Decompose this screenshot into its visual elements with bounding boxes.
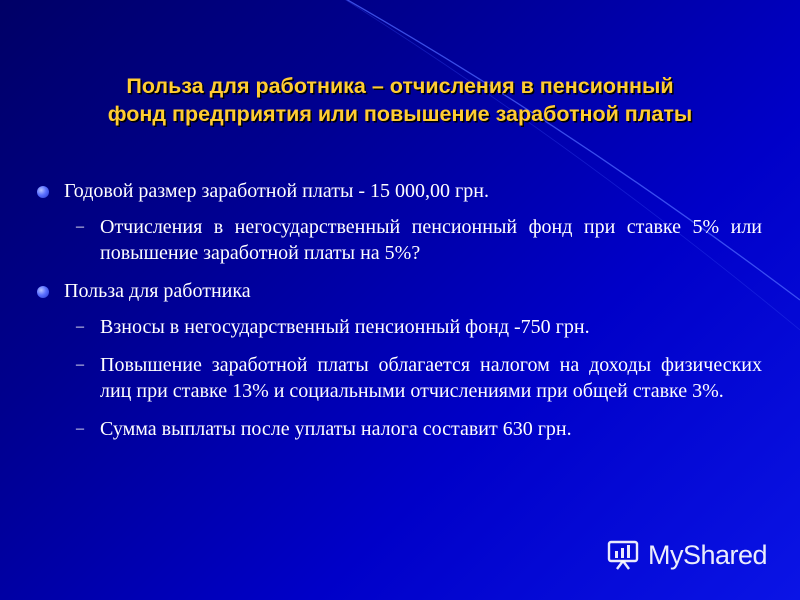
item-text: Польза для работника	[64, 280, 251, 302]
list-subitem	[36, 352, 762, 404]
item-text: Годовой размер заработной платы - 15 000,00 грн.	[64, 180, 489, 202]
watermark-logo	[606, 538, 767, 572]
title-line-2: фонд предприятия или повышение заработной платы	[107, 102, 693, 126]
list-subitem	[36, 314, 762, 340]
dash-icon: –	[76, 318, 84, 335]
dash-icon: –	[76, 218, 84, 235]
bullet-list	[36, 178, 762, 454]
item-text: Отчисления в негосударственный пенсионный фонд при ставке 5% или повышение заработной платы на 5%?	[100, 216, 762, 264]
title-line-1: Польза для работника – отчисления в пенсионный	[126, 74, 674, 98]
item-text: Сумма выплаты после уплаты налога составит 630 грн.	[100, 418, 572, 440]
list-subitem	[36, 416, 762, 442]
presentation-board-icon	[606, 539, 644, 571]
item-text: Взносы в негосударственный пенсионный фонд -750 грн.	[100, 316, 590, 338]
bullet-icon	[37, 186, 49, 198]
item-text: Повышение заработной платы облагается налогом на доходы физических лиц при ставке 13% и социальными отчислениями при общей ставке 3%.	[100, 354, 762, 402]
dash-icon: –	[76, 356, 84, 373]
list-subitem	[36, 214, 762, 266]
bullet-icon	[37, 286, 49, 298]
watermark-text: MyShared	[648, 539, 768, 570]
list-item	[36, 178, 762, 204]
slide-title	[20, 72, 780, 128]
dash-icon: –	[76, 420, 84, 437]
list-item	[36, 278, 762, 304]
